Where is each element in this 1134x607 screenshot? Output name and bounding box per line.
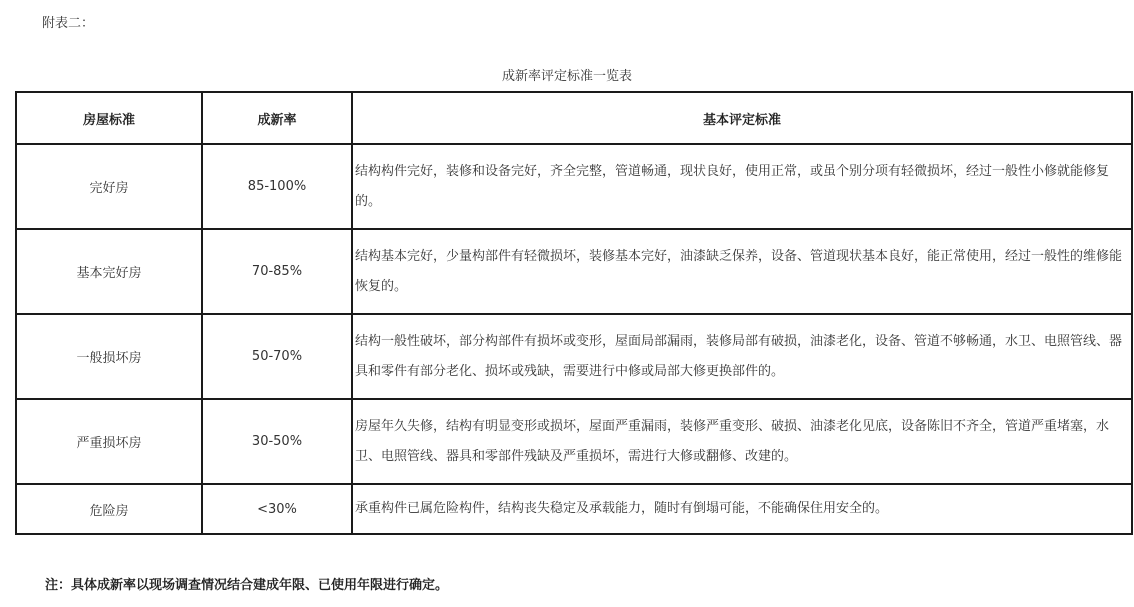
- header-criteria: 基本评定标准: [352, 92, 1132, 144]
- table-row: [16, 484, 1132, 534]
- table-row: [16, 229, 1132, 314]
- row-house-type: 严重损坏房: [16, 399, 202, 484]
- table-row: [16, 144, 1132, 229]
- row-criteria: 结构构件完好，装修和设备完好，齐全完整，管道畅通，现状良好，使用正常，或虽个别分项有轻微损坏，经过一般性小修就能修复的。: [352, 144, 1132, 229]
- row-rate: 50-70%: [202, 314, 352, 399]
- row-rate: 85-100%: [202, 144, 352, 229]
- footnote: 注：具体成新率以现场调查情况结合建成年限、已使用年限进行确定。: [45, 578, 449, 593]
- row-criteria: 结构一般性破坏，部分构部件有损坏或变形，屋面局部漏雨，装修局部有破损，油漆老化，设备、管道不够畅通，水卫、电照管线、器具和零件有部分老化、损坏或残缺，需要进行中修或局部大修更换部件的。: [352, 314, 1132, 399]
- table-header-row: [16, 92, 1132, 144]
- table-row: [16, 399, 1132, 484]
- row-house-type: 危险房: [16, 484, 202, 534]
- table-row: [16, 314, 1132, 399]
- row-house-type: 完好房: [16, 144, 202, 229]
- row-criteria: 房屋年久失修，结构有明显变形或损坏，屋面严重漏雨，装修严重变形、破损、油漆老化见底，设备陈旧不齐全，管道严重堵塞，水卫、电照管线、器具和零部件残缺及严重损坏，需进行大修或翻修、改建的。: [352, 399, 1132, 484]
- row-criteria: 承重构件已属危险构件，结构丧失稳定及承载能力，随时有倒塌可能，不能确保住用安全的。: [352, 484, 1132, 534]
- row-criteria: 结构基本完好，少量构部件有轻微损坏，装修基本完好，油漆缺乏保养，设备、管道现状基本良好，能正常使用，经过一般性的维修能恢复的。: [352, 229, 1132, 314]
- row-rate: 30-50%: [202, 399, 352, 484]
- row-rate: <30%: [202, 484, 352, 534]
- header-house-standard: 房屋标准: [16, 92, 202, 144]
- table-title: 成新率评定标准一览表: [501, 69, 632, 84]
- row-rate: 70-85%: [202, 229, 352, 314]
- row-house-type: 基本完好房: [16, 229, 202, 314]
- header-rate: 成新率: [202, 92, 352, 144]
- appendix-label: 附表二：: [42, 16, 95, 31]
- row-house-type: 一般损坏房: [16, 314, 202, 399]
- standards-table: [15, 91, 1133, 535]
